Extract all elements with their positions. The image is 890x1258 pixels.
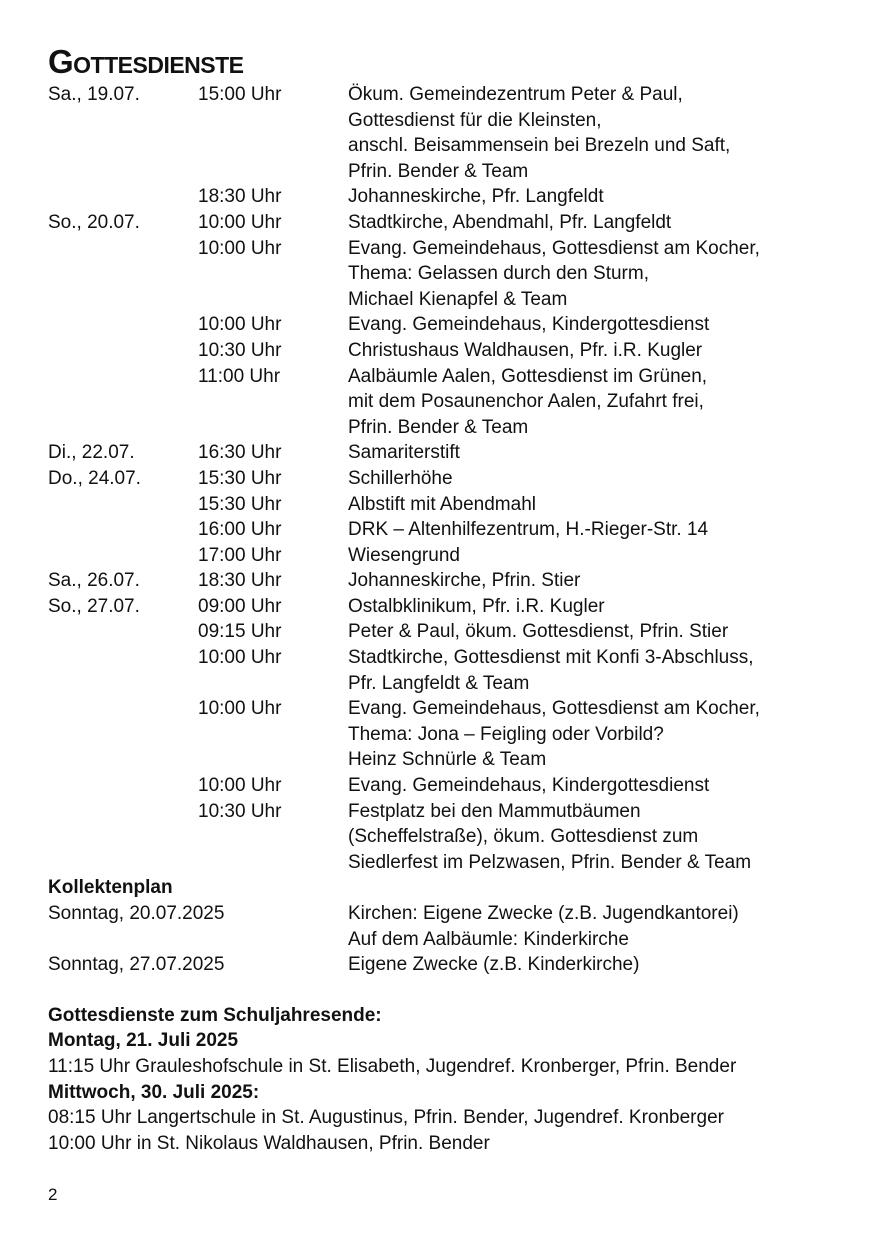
service-date (48, 696, 198, 773)
service-date (48, 338, 198, 364)
service-description (348, 82, 848, 184)
service-line: Evang. Gemeindehaus, Kindergottesdienst (348, 314, 710, 336)
service-date: Sa., 26.07. (48, 570, 140, 592)
service-row (48, 543, 848, 569)
service-description (348, 184, 848, 210)
service-row (48, 594, 848, 620)
service-date (48, 517, 198, 543)
service-date (48, 364, 198, 441)
service-description (348, 236, 848, 313)
service-line: Michael Kienapfel & Team (348, 288, 568, 310)
service-line: mit dem Posaunenchor Aalen, Zufahrt frei, (348, 391, 704, 413)
service-line: Pfr. Langfeldt & Team (348, 672, 530, 694)
service-row (48, 492, 848, 518)
page-number: 2 (48, 1185, 58, 1204)
service-description (348, 312, 848, 338)
service-line: Thema: Gelassen durch den Sturm, (348, 263, 649, 285)
service-time: 18:30 Uhr (198, 186, 282, 208)
service-description (348, 466, 848, 492)
service-description (348, 492, 848, 518)
service-time: 15:00 Uhr (198, 84, 282, 105)
school-service-line: 11:15 Uhr Grauleshofschule in St. Elisabeth, Jugendref. Kronberger, Pfrin. Bender (48, 1055, 737, 1077)
school-day-2: Mittwoch, 30. Juli 2025: (48, 1081, 260, 1103)
service-date: Di., 22.07. (48, 442, 135, 464)
service-description (348, 210, 848, 236)
service-row (48, 619, 848, 645)
kollekte-list (48, 901, 848, 978)
service-row (48, 568, 848, 594)
service-description (348, 619, 848, 645)
service-row (48, 338, 848, 364)
service-description (348, 543, 848, 569)
kollekte-purpose (348, 901, 848, 952)
section-spacer (48, 978, 848, 1003)
service-time: 15:30 Uhr (198, 467, 282, 489)
kollekte-date: Sonntag, 27.07.2025 (48, 954, 225, 976)
service-time: 11:00 Uhr (198, 365, 281, 387)
service-date: So., 27.07. (48, 595, 140, 617)
service-line: Johanneskirche, Pfr. Langfeldt (348, 186, 604, 208)
service-line: (Scheffelstraße), ökum. Gottesdienst zum (348, 826, 699, 848)
service-line: Schillerhöhe (348, 467, 453, 489)
service-row (48, 184, 848, 210)
service-description (348, 440, 848, 466)
service-time: 15:30 Uhr (198, 493, 282, 515)
service-date (48, 236, 198, 313)
service-description (348, 773, 848, 799)
service-line: Pfrin. Bender & Team (348, 416, 529, 438)
kollekte-row (48, 952, 848, 978)
service-date: So., 20.07. (48, 211, 140, 233)
kollekte-date: Sonntag, 20.07.2025 (48, 903, 225, 924)
service-row (48, 364, 848, 441)
service-line: Ostalbklinikum, Pfr. i.R. Kugler (348, 595, 605, 617)
service-date (48, 619, 198, 645)
service-time: 10:00 Uhr (198, 211, 282, 233)
service-line: Thema: Jona – Feigling oder Vorbild? (348, 723, 664, 745)
service-time: 10:30 Uhr (198, 800, 282, 822)
service-line: Peter & Paul, ökum. Gottesdienst, Pfrin. Stier (348, 621, 729, 643)
service-row (48, 517, 848, 543)
service-row (48, 82, 848, 184)
service-time: 18:30 Uhr (198, 570, 282, 592)
service-date (48, 645, 198, 696)
service-date (48, 799, 198, 876)
school-day-1-list (48, 1054, 848, 1080)
service-line: Aalbäumle Aalen, Gottesdienst im Grünen, (348, 365, 708, 387)
service-time: 10:00 Uhr (198, 647, 282, 669)
kollekte-line: Eigene Zwecke (z.B. Kinderkirche) (348, 954, 640, 976)
service-description (348, 799, 848, 876)
service-description (348, 696, 848, 773)
service-time: 10:30 Uhr (198, 339, 282, 361)
service-line: Wiesengrund (348, 544, 460, 566)
kollekte-row (48, 901, 848, 952)
service-description (348, 645, 848, 696)
service-row (48, 773, 848, 799)
service-description (348, 364, 848, 441)
document-page (48, 42, 848, 1156)
service-line: Heinz Schnürle & Team (348, 749, 547, 771)
service-line: Samariterstift (348, 442, 460, 464)
service-line: Siedlerfest im Pelzwasen, Pfrin. Bender & Team (348, 851, 752, 873)
service-date (48, 543, 198, 569)
service-date: Sa., 19.07. (48, 84, 140, 105)
service-row (48, 799, 848, 876)
service-time: 16:30 Uhr (198, 442, 282, 464)
service-line: Evang. Gemeindehaus, Kindergottesdienst (348, 775, 710, 797)
kollekte-line: Auf dem Aalbäumle: Kinderkirche (348, 928, 629, 950)
kollekte-purpose (348, 952, 848, 978)
service-line: Pfrin. Bender & Team (348, 160, 529, 182)
service-line: Albstift mit Abendmahl (348, 493, 536, 515)
service-description (348, 568, 848, 594)
service-line: Ökum. Gemeindezentrum Peter & Paul, (348, 84, 683, 105)
service-description (348, 517, 848, 543)
service-date (48, 312, 198, 338)
service-time: 09:15 Uhr (198, 621, 282, 643)
service-time: 16:00 Uhr (198, 519, 282, 541)
kollekte-heading: Kollektenplan (48, 877, 173, 899)
service-row (48, 210, 848, 236)
service-row (48, 466, 848, 492)
service-row (48, 645, 848, 696)
service-date (48, 184, 198, 210)
school-day-1: Montag, 21. Juli 2025 (48, 1030, 239, 1052)
service-time: 17:00 Uhr (198, 544, 282, 566)
service-schedule (48, 82, 848, 875)
service-time: 10:00 Uhr (198, 314, 282, 336)
service-line: Christushaus Waldhausen, Pfr. i.R. Kugler (348, 339, 703, 361)
school-service-line: 08:15 Uhr Langertschule in St. Augustinus, Pfrin. Bender, Jugendref. Kronberger (48, 1107, 724, 1129)
service-line: Gottesdienst für die Kleinsten, (348, 109, 602, 131)
service-line: Stadtkirche, Gottesdienst mit Konfi 3-Abschluss, (348, 647, 754, 669)
service-row (48, 236, 848, 313)
kollekte-line: Kirchen: Eigene Zwecke (z.B. Jugendkantorei) (348, 903, 739, 924)
school-heading: Gottesdienste zum Schuljahresende: (48, 1004, 382, 1026)
service-date (48, 773, 198, 799)
service-line: Evang. Gemeindehaus, Gottesdienst am Kocher, (348, 237, 760, 259)
service-line: DRK – Altenhilfezentrum, H.-Rieger-Str. 14 (348, 519, 709, 541)
service-description (348, 594, 848, 620)
service-line: Johanneskirche, Pfrin. Stier (348, 570, 581, 592)
service-line: anschl. Beisammensein bei Brezeln und Saft, (348, 135, 731, 157)
service-time: 10:00 Uhr (198, 775, 282, 797)
school-day-2-list (48, 1105, 848, 1156)
service-time: 10:00 Uhr (198, 698, 282, 720)
service-line: Stadtkirche, Abendmahl, Pfr. Langfeldt (348, 211, 672, 233)
service-time: 10:00 Uhr (198, 237, 282, 259)
school-service-line: 10:00 Uhr in St. Nikolaus Waldhausen, Pfrin. Bender (48, 1132, 490, 1154)
service-date: Do., 24.07. (48, 467, 141, 489)
service-time: 09:00 Uhr (198, 595, 282, 617)
service-line: Festplatz bei den Mammutbäumen (348, 800, 641, 822)
service-description (348, 338, 848, 364)
page-title: Gottesdienste (48, 43, 244, 80)
service-line: Evang. Gemeindehaus, Gottesdienst am Kocher, (348, 698, 760, 720)
service-row (48, 696, 848, 773)
service-row (48, 312, 848, 338)
service-date (48, 492, 198, 518)
service-row (48, 440, 848, 466)
